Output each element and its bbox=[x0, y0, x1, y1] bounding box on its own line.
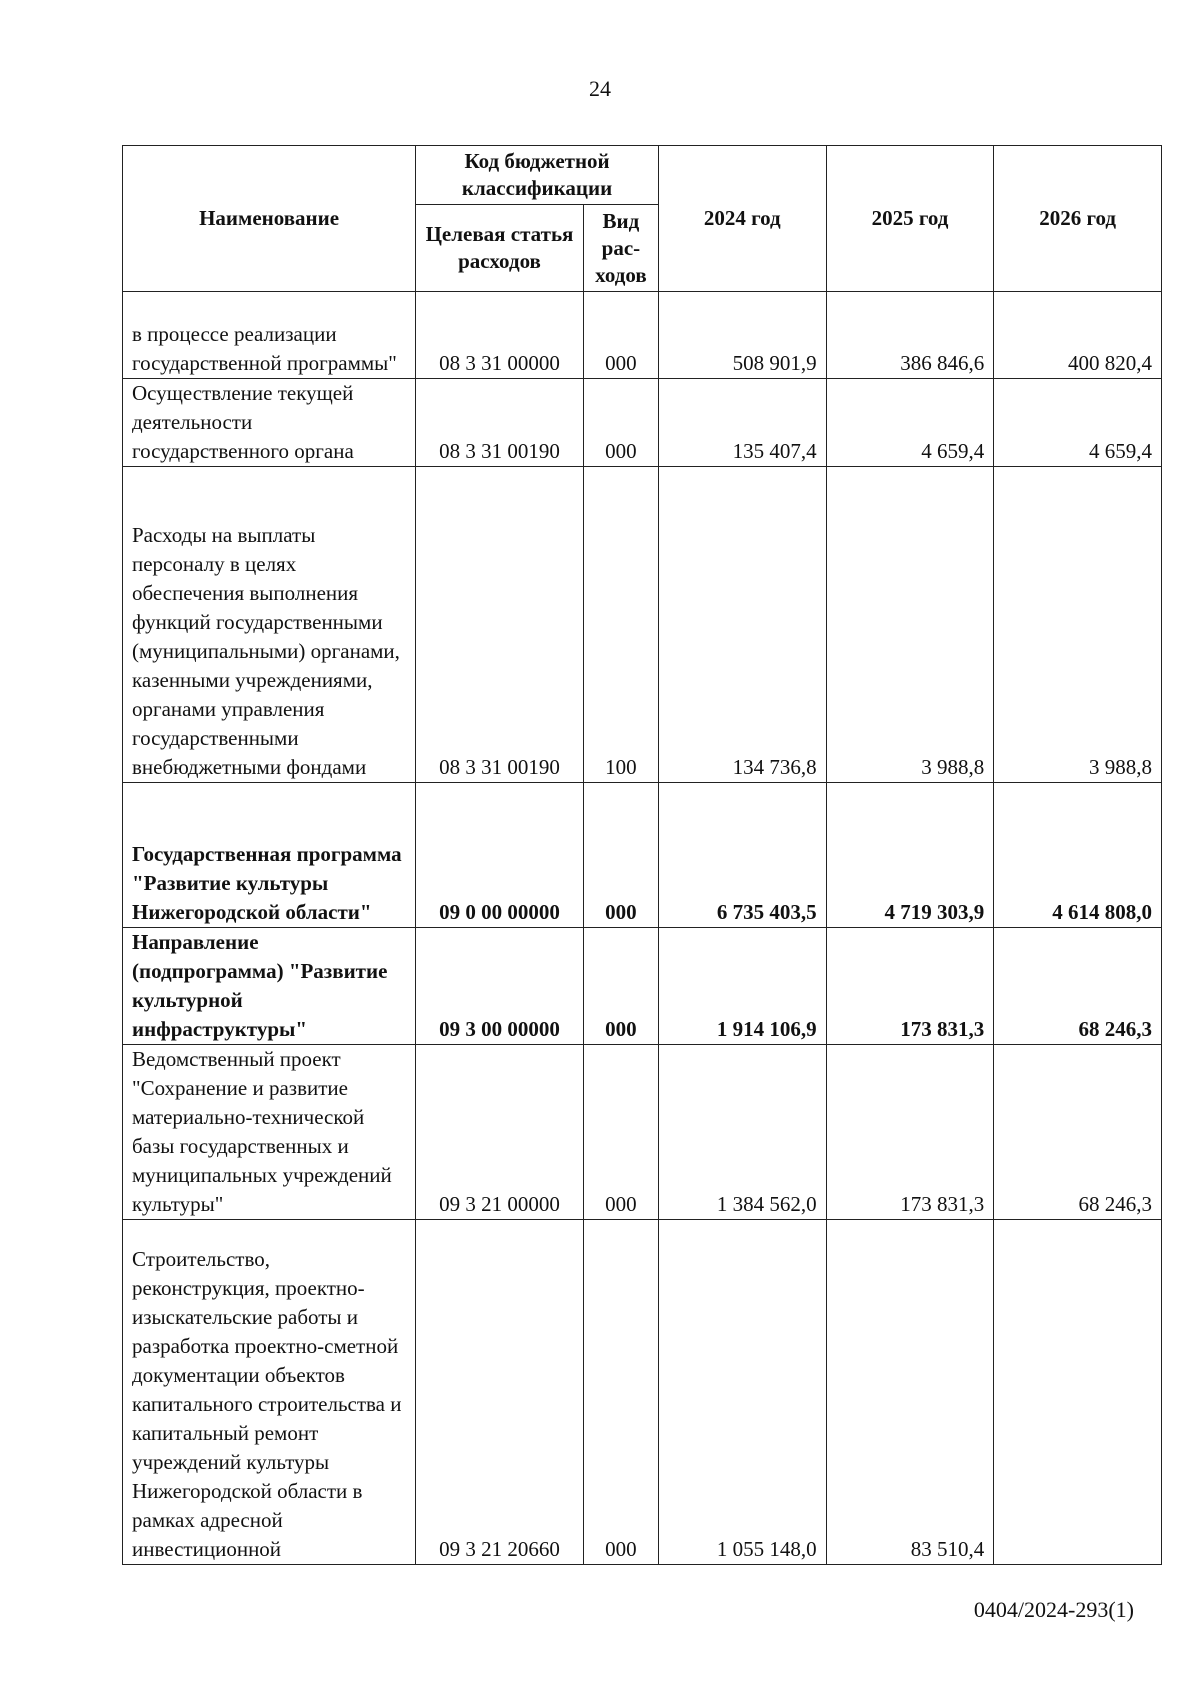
row-target-article: 08 3 31 00000 bbox=[416, 292, 584, 379]
row-target-article: 09 3 00 00000 bbox=[416, 928, 584, 1045]
row-expense-type: 000 bbox=[583, 379, 658, 467]
row-value-2025: 386 846,6 bbox=[826, 292, 994, 379]
header-target-article: Целевая статья расходов bbox=[416, 205, 584, 292]
row-target-article: 08 3 31 00190 bbox=[416, 467, 584, 783]
row-value-2026: 4 659,4 bbox=[994, 379, 1162, 467]
header-2024: 2024 год bbox=[658, 146, 826, 292]
row-name: Осуществление текущей деятельности государственного органа bbox=[123, 379, 416, 467]
page-number: 24 bbox=[589, 76, 611, 101]
row-value-2024: 135 407,4 bbox=[658, 379, 826, 467]
row-value-2025: 83 510,4 bbox=[826, 1220, 994, 1565]
table-row bbox=[123, 783, 1162, 928]
header-expense-type: Вид рас-ходов bbox=[583, 205, 658, 292]
header-2025: 2025 год bbox=[826, 146, 994, 292]
row-value-2025: 4 719 303,9 bbox=[826, 783, 994, 928]
row-target-article: 09 3 21 20660 bbox=[416, 1220, 584, 1565]
row-value-2025: 173 831,3 bbox=[826, 928, 994, 1045]
row-name: в процессе реализации государственной программы" bbox=[123, 292, 416, 379]
row-value-2025: 173 831,3 bbox=[826, 1045, 994, 1220]
row-name: Направление (подпрограмма) "Развитие культурной инфраструктуры" bbox=[123, 928, 416, 1045]
row-value-2026: 4 614 808,0 bbox=[994, 783, 1162, 928]
row-target-article: 08 3 31 00190 bbox=[416, 379, 584, 467]
row-value-2026 bbox=[994, 1220, 1162, 1565]
row-target-article: 09 3 21 00000 bbox=[416, 1045, 584, 1220]
table-row bbox=[123, 292, 1162, 379]
row-value-2024: 1 055 148,0 bbox=[658, 1220, 826, 1565]
row-value-2024: 1 384 562,0 bbox=[658, 1045, 826, 1220]
header-code-group: Код бюджетной классификации bbox=[416, 146, 659, 205]
row-expense-type: 000 bbox=[583, 1220, 658, 1565]
budget-table bbox=[122, 145, 1162, 1565]
document-id: 0404/2024-293(1) bbox=[973, 1597, 1134, 1622]
row-value-2026: 400 820,4 bbox=[994, 292, 1162, 379]
row-value-2024: 508 901,9 bbox=[658, 292, 826, 379]
row-name: Государственная программа "Развитие культуры Нижегородской области" bbox=[123, 783, 416, 928]
table-row bbox=[123, 928, 1162, 1045]
row-expense-type: 100 bbox=[583, 467, 658, 783]
table-row bbox=[123, 1045, 1162, 1220]
header-name: Наименование bbox=[123, 146, 416, 292]
row-name: Ведомственный проект "Сохранение и развитие материально-технической базы государственных и муниципальных учреждений культуры" bbox=[123, 1045, 416, 1220]
row-value-2024: 6 735 403,5 bbox=[658, 783, 826, 928]
table-row bbox=[123, 1220, 1162, 1565]
row-expense-type: 000 bbox=[583, 1045, 658, 1220]
header-2026: 2026 год bbox=[994, 146, 1162, 292]
row-target-article: 09 0 00 00000 bbox=[416, 783, 584, 928]
row-value-2026: 68 246,3 bbox=[994, 1045, 1162, 1220]
row-name: Строительство, реконструкция, проектно-изыскательские работы и разработка проектно-сметной документации объектов капитального строительства и капитальный ремонт учреждений культуры Нижегородской области в рамках адресной инвестиционной bbox=[123, 1220, 416, 1565]
row-value-2024: 134 736,8 bbox=[658, 467, 826, 783]
table-row bbox=[123, 379, 1162, 467]
row-value-2025: 3 988,8 bbox=[826, 467, 994, 783]
row-value-2026: 3 988,8 bbox=[994, 467, 1162, 783]
row-value-2025: 4 659,4 bbox=[826, 379, 994, 467]
row-expense-type: 000 bbox=[583, 928, 658, 1045]
table-row bbox=[123, 467, 1162, 783]
row-name: Расходы на выплаты персоналу в целях обеспечения выполнения функций государственными (муниципальными) органами, казенными учреждениями, органами управления государственными внебюджетными фондами bbox=[123, 467, 416, 783]
row-value-2024: 1 914 106,9 bbox=[658, 928, 826, 1045]
row-value-2026: 68 246,3 bbox=[994, 928, 1162, 1045]
row-expense-type: 000 bbox=[583, 783, 658, 928]
row-expense-type: 000 bbox=[583, 292, 658, 379]
